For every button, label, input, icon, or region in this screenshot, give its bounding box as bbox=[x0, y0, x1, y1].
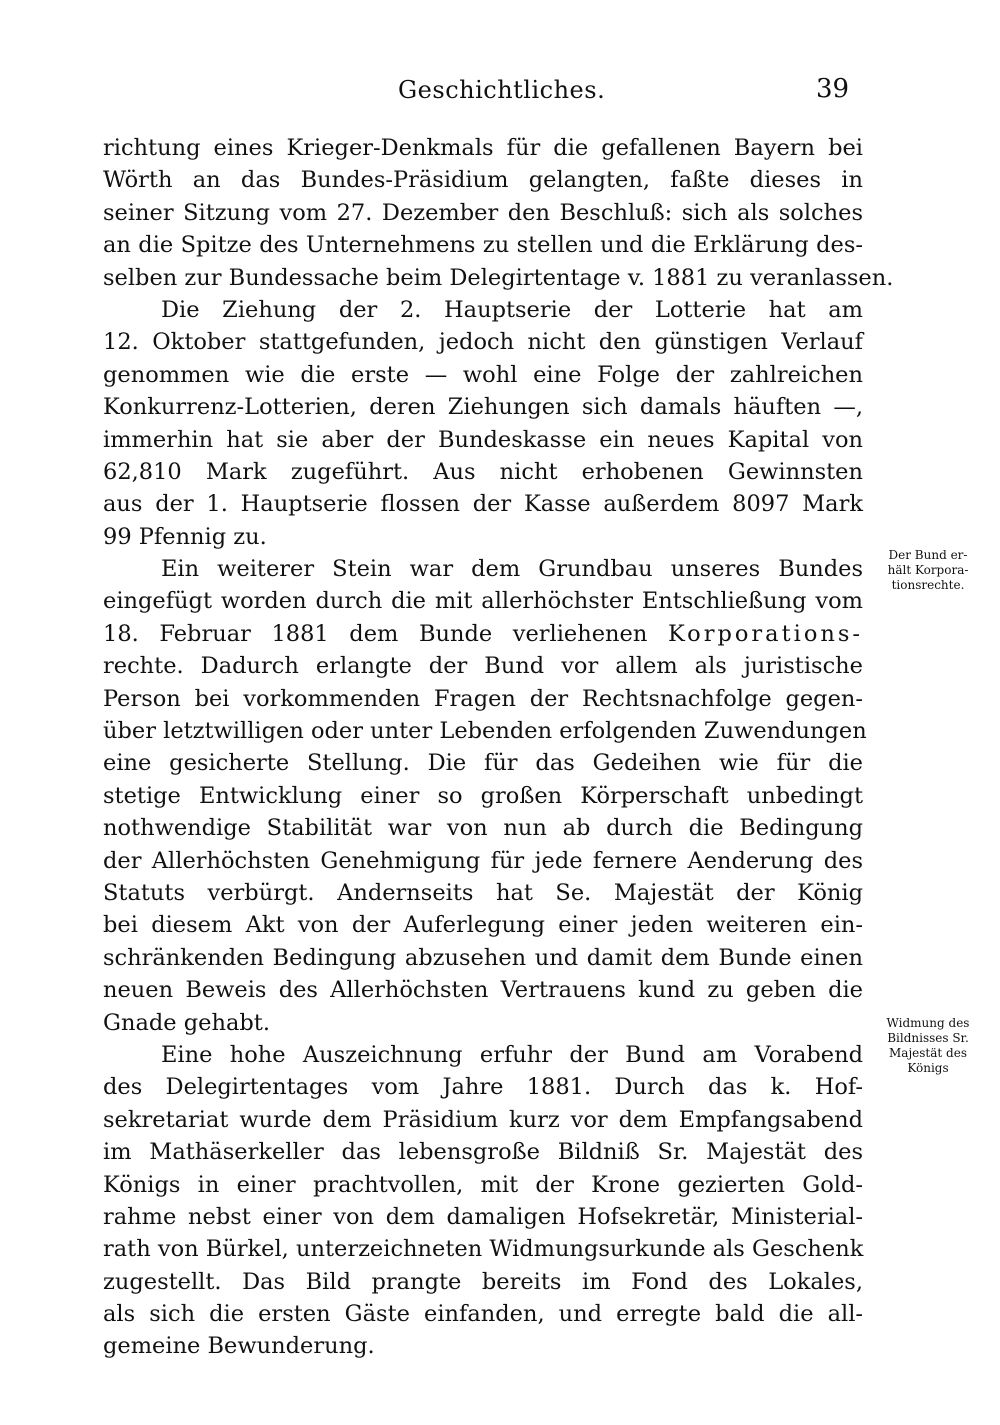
text-line: Konkurrenz-Lotterien, deren Ziehungen sich damals häuften —, bbox=[103, 394, 863, 421]
text-line: stetige Entwicklung einer so großen Körperschaft unbedingt bbox=[103, 782, 863, 809]
text-line: Person bei vorkommenden Fragen der Rechtsnachfolge gegen- bbox=[103, 685, 863, 712]
text-line: nothwendige Stabilität war von nun ab durch die Bedingung bbox=[103, 815, 863, 842]
text-line: aus der 1. Hauptserie flossen der Kasse außerdem 8097 Mark bbox=[103, 491, 863, 518]
text-line: richtung eines Krieger-Denkmals für die gefallenen Bayern bei bbox=[103, 135, 863, 161]
marginal-line: Majestät des bbox=[889, 1046, 967, 1060]
text-line: Ein weiterer Stein war dem Grundbau unseres Bundes bbox=[161, 556, 863, 583]
marginal-line: Bildnisses Sr. bbox=[887, 1031, 969, 1045]
text-line: rahme nebst einer von dem damaligen Hofsekretär, Ministerial- bbox=[103, 1203, 863, 1230]
text-line: Eine hohe Auszeichnung erfuhr der Bund am Vorabend bbox=[161, 1041, 863, 1068]
text-line: 99 Pfennig zu. bbox=[103, 523, 267, 550]
text-line: eine gesicherte Stellung. Die für das Gedeihen wie für die bbox=[103, 750, 863, 777]
text-line: rechte. Dadurch erlangte der Bund vor allem als juristische bbox=[103, 653, 863, 680]
text-line: der Allerhöchsten Genehmigung für jede fernere Aenderung des bbox=[103, 847, 863, 874]
text-line: neuen Beweis des Allerhöchsten Vertrauens kund zu geben die bbox=[103, 977, 863, 1004]
body-text bbox=[103, 132, 894, 1363]
text-line: gemeine Bewunderung. bbox=[103, 1333, 375, 1360]
marginal-note-widmung bbox=[866, 1016, 990, 1076]
text-line: seiner Sitzung vom 27. Dezember den Beschluß: sich als solches bbox=[103, 199, 863, 226]
text-line: des Delegirtentages vom Jahre 1881. Durch das k. Hof- bbox=[103, 1074, 863, 1101]
text-line: Königs in einer prachtvollen, mit der Krone gezierten Gold- bbox=[103, 1171, 863, 1198]
marginal-line: Der Bund er- bbox=[888, 548, 968, 562]
marginal-line: hält Korpora- bbox=[887, 563, 969, 577]
spaced-word: Korporations- bbox=[667, 620, 864, 647]
text-line: an die Spitze des Unternehmens zu stellen und die Erklärung des- bbox=[103, 232, 863, 259]
text-line: genommen wie die erste — wohl eine Folge der zahlreichen bbox=[103, 361, 863, 388]
marginal-line: Widmung des bbox=[886, 1016, 970, 1030]
text-line: schränkenden Bedingung abzusehen und damit dem Bunde einen bbox=[103, 944, 863, 971]
marginal-line: tionsrechte. bbox=[891, 578, 965, 592]
text-line: Gnade gehabt. bbox=[103, 1009, 270, 1036]
text-line: im Mathäserkeller das lebensgroße Bildniß Sr. Majestät des bbox=[103, 1139, 863, 1166]
text-line: 12. Oktober stattgefunden, jedoch nicht den günstigen Verlauf bbox=[103, 329, 863, 356]
text-line: Wörth an das Bundes-Präsidium gelangten, faßte dieses in bbox=[103, 167, 863, 194]
marginal-note-korporationsrechte bbox=[866, 548, 990, 593]
text-fragment: 18. Februar 1881 dem Bunde verliehenen bbox=[103, 620, 648, 647]
text-line-with-spaced-word bbox=[103, 618, 863, 650]
marginal-line: Königs bbox=[907, 1061, 949, 1075]
text-line: zugestellt. Das Bild prangte bereits im Fond des Lokales, bbox=[103, 1268, 863, 1295]
text-line: sekretariat wurde dem Präsidium kurz vor dem Empfangsabend bbox=[103, 1106, 863, 1133]
text-line: rath von Bürkel, unterzeichneten Widmungsurkunde als Geschenk bbox=[103, 1236, 864, 1263]
text-line: Die Ziehung der 2. Hauptserie der Lotterie hat am bbox=[161, 296, 863, 323]
text-line: über letztwilligen oder unter Lebenden erfolgenden Zuwendungen bbox=[103, 718, 867, 745]
running-title: Geschichtliches. bbox=[398, 76, 606, 104]
text-line: selben zur Bundessache beim Delegirtentage v. 1881 zu veranlassen. bbox=[103, 264, 894, 291]
text-line: bei diesem Akt von der Auferlegung einer jeden weiteren ein- bbox=[103, 912, 863, 939]
text-line: Statuts verbürgt. Andernseits hat Se. Majestät der König bbox=[103, 879, 863, 906]
text-line: immerhin hat sie aber der Bundeskasse ein neues Kapital von bbox=[103, 426, 863, 453]
text-line: 62,810 Mark zugeführt. Aus nicht erhobenen Gewinnsten bbox=[103, 458, 863, 485]
text-line: eingefügt worden durch die mit allerhöchster Entschließung vom bbox=[103, 588, 863, 615]
page-number: 39 bbox=[816, 74, 850, 104]
text-line: als sich die ersten Gäste einfanden, und erregte bald die all- bbox=[103, 1301, 863, 1328]
